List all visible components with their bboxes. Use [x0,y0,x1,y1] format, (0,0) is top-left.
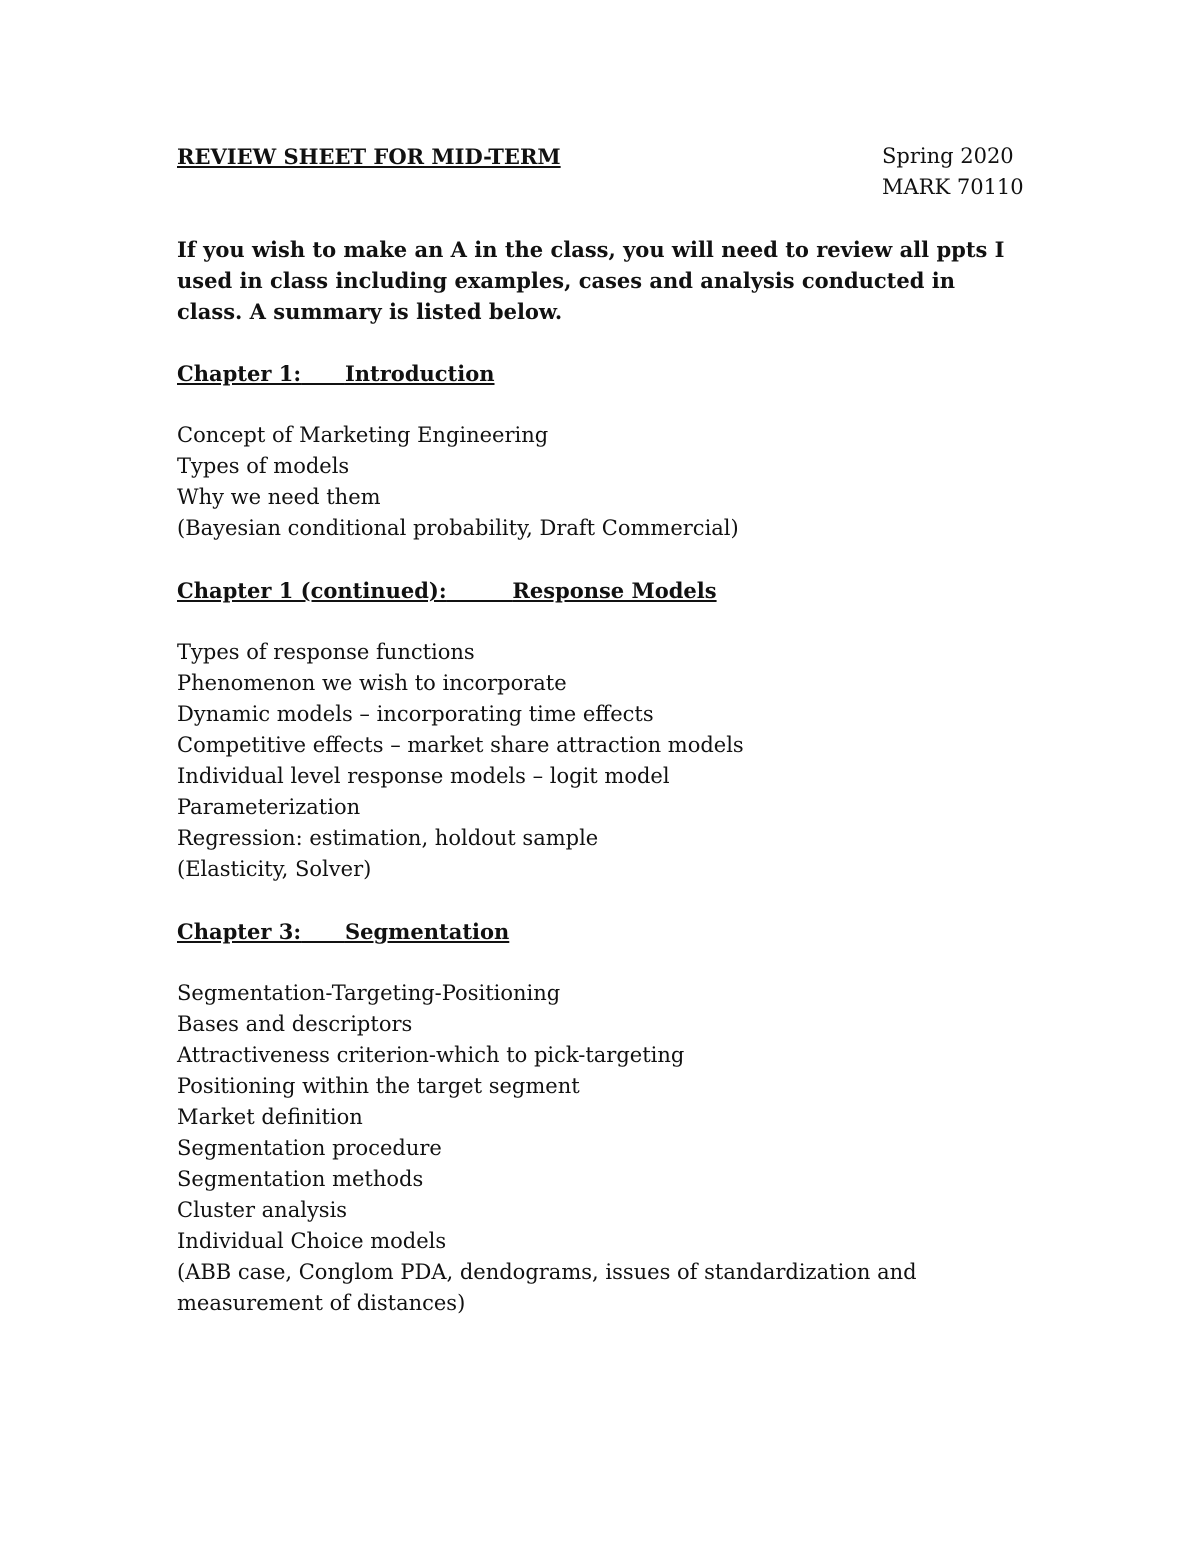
chapter-heading [177,916,1037,947]
list-item: Attractiveness criterion-which to pick-targeting [177,1043,685,1067]
list-item: Cluster analysis [177,1198,348,1222]
chapter-heading [177,575,1037,606]
topic-list [177,420,1037,544]
course-code: MARK 70110 [882,175,1024,199]
list-item: Segmentation procedure [177,1136,442,1160]
list-item: Dynamic models – incorporating time effects [177,702,654,726]
list-item: Individual Choice models [177,1229,447,1253]
list-item: (Bayesian conditional probability, Draft Commercial) [177,516,739,540]
topic-list [177,637,1037,885]
list-item: (ABB case, Conglom PDA, dendograms, issues of standardization and measurement of distances) [177,1260,917,1315]
document-body [177,141,1037,1319]
chapter-gap [301,919,345,944]
chapter-heading [177,358,1037,389]
list-item: Segmentation-Targeting-Positioning [177,981,561,1005]
chapter-gap [447,578,513,603]
list-item: Bases and descriptors [177,1012,413,1036]
list-item: Segmentation methods [177,1167,424,1191]
topic-list [177,978,1037,1319]
list-item: Positioning within the target segment [177,1074,580,1098]
list-item: Competitive effects – market share attraction models [177,733,744,757]
chapter-label: Chapter 3: [177,919,302,944]
header-row [177,141,1037,199]
list-item: Types of response functions [177,640,475,664]
list-item: Phenomenon we wish to incorporate [177,671,567,695]
term-label: Spring 2020 [882,144,1014,168]
chapter-topic: Segmentation [344,919,510,944]
list-item: Parameterization [177,795,361,819]
list-item: Regression: estimation, holdout sample [177,826,599,850]
chapter-topic: Introduction [344,361,495,386]
list-item: Types of models [177,454,350,478]
document-title: REVIEW SHEET FOR MID-TERM [177,144,561,169]
chapter-topic: Response Models [512,578,717,603]
list-item: Individual level response models – logit model [177,764,670,788]
chapter-label: Chapter 1: [177,361,302,386]
list-item: (Elasticity, Solver) [177,857,372,881]
course-info [882,141,1024,203]
list-item: Market definition [177,1105,363,1129]
list-item: Why we need them [177,485,381,509]
intro-paragraph: If you wish to make an A in the class, you will need to review all ppts I used in class including examples, cases and analysis conducted in class. A summary is listed below. [177,237,1005,324]
chapter-gap [301,361,345,386]
list-item: Concept of Marketing Engineering [177,423,549,447]
chapter-label: Chapter 1 (continued): [177,578,447,603]
